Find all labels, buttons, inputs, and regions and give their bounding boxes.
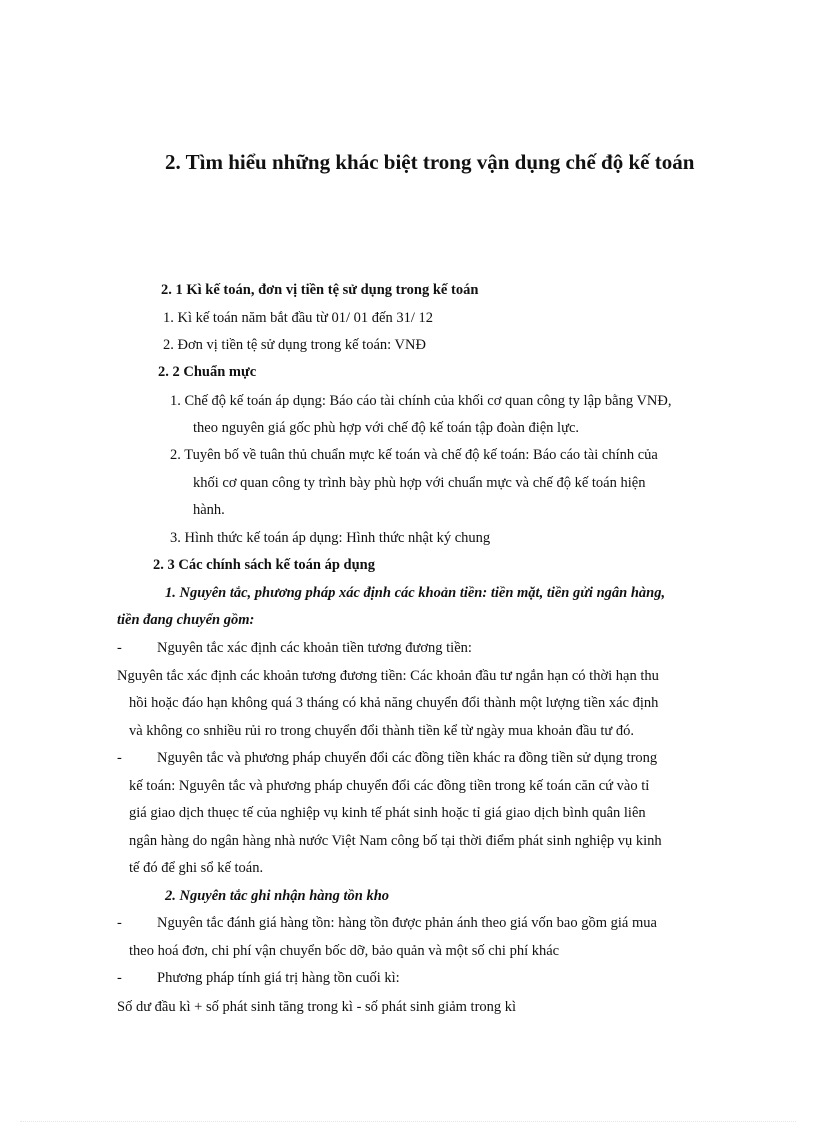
section-2-1-heading: 2. 1 Kì kế toán, đơn vị tiền tệ sử dụng trong kế toán [161,282,479,298]
bullet-4: Phương pháp tính giá trị hàng tồn cuối kì: [157,970,400,986]
para-1-line-1: Nguyên tắc xác định các khoản tương đương tiền: Các khoản đầu tư ngắn hạn có thời hạn thu [117,668,659,684]
formula-line: Số dư đầu kì + số phát sinh tăng trong kì - số phát sinh giảm trong kì [117,999,517,1015]
section-2-3-heading: 2. 3 Các chính sách kế toán áp dụng [153,557,375,573]
s22-item-1-line-1: 1. Chế độ kế toán áp dụng: Báo cáo tài chính của khối cơ quan công ty lập bằng VNĐ, [170,393,672,409]
policy-1-heading-line-2: tiền đang chuyển gồm: [117,612,255,628]
bullet-dash: - [117,640,122,656]
bullet-dash: - [117,915,122,931]
policy-2-heading: 2. Nguyên tắc ghi nhận hàng tồn kho [165,888,390,904]
bullet-dash: - [117,970,122,986]
para-1-line-2: hồi hoặc đáo hạn không quá 3 tháng có khả năng chuyển đổi thành một lượng tiền xác định [129,695,659,711]
s22-item-2-line-2: khối cơ quan công ty trình bày phù hợp với chuẩn mực và chế độ kế toán hiện [193,475,646,491]
s21-item-1: 1. Kì kế toán năm bắt đầu từ 01/ 01 đến 31/ 12 [163,310,434,326]
bullet-2-line-3: giá giao dịch thuẹc tế của nghiệp vụ kinh tế phát sinh hoặc tỉ giá giao dịch bình quân liên [129,805,646,821]
bullet-2-line-1: Nguyên tắc và phương pháp chuyển đổi các đồng tiền khác ra đồng tiền sử dụng trong [157,750,658,766]
bullet-1: Nguyên tắc xác định các khoản tiền tương đương tiền: [157,640,472,656]
bullet-dash: - [117,750,122,766]
bullet-3-line-2: theo hoá đơn, chi phí vận chuyển bốc dỡ, bảo quản và một số chi phí khác [129,943,560,959]
bullet-2-line-5: tế đó để ghi sổ kế toán. [129,860,264,876]
bullet-2-line-2: kế toán: Nguyên tắc và phương pháp chuyển đổi các đồng tiền trong kế toán căn cứ vào tỉ [129,778,650,794]
page-bottom-rule [20,1121,796,1122]
section-2-2-heading: 2. 2 Chuẩn mực [158,364,257,380]
s21-item-2: 2. Đơn vị tiền tệ sử dụng trong kế toán: VNĐ [163,337,426,353]
bullet-2-line-4: ngân hàng do ngân hàng nhà nước Việt Nam công bố tại thời điểm phát sinh nghiệp vụ kinh [129,833,662,849]
policy-1-heading-line-1: 1. Nguyên tắc, phương pháp xác định các khoản tiền: tiền mặt, tiền gửi ngân hàng, [165,585,666,601]
s22-item-3: 3. Hình thức kế toán áp dụng: Hình thức nhật ký chung [170,530,491,546]
bullet-3-line-1: Nguyên tắc đánh giá hàng tồn: hàng tồn được phản ánh theo giá vốn bao gồm giá mua [157,915,657,931]
s22-item-2-line-3: hành. [193,502,225,518]
s22-item-2-line-1: 2. Tuyên bố về tuân thủ chuẩn mực kế toán và chế độ kế toán: Báo cáo tài chính của [170,447,658,463]
s22-item-1-line-2: theo nguyên giá gốc phù hợp với chế độ kế toán tập đoàn điện lực. [193,420,579,436]
para-1-line-3: và không co snhiều rủi ro trong chuyển đổi thành tiền kể từ ngày mua khoản đầu tư đó. [129,723,634,739]
page-title: 2. Tìm hiểu những khác biệt trong vận dụng chế độ kế toán [165,150,695,174]
